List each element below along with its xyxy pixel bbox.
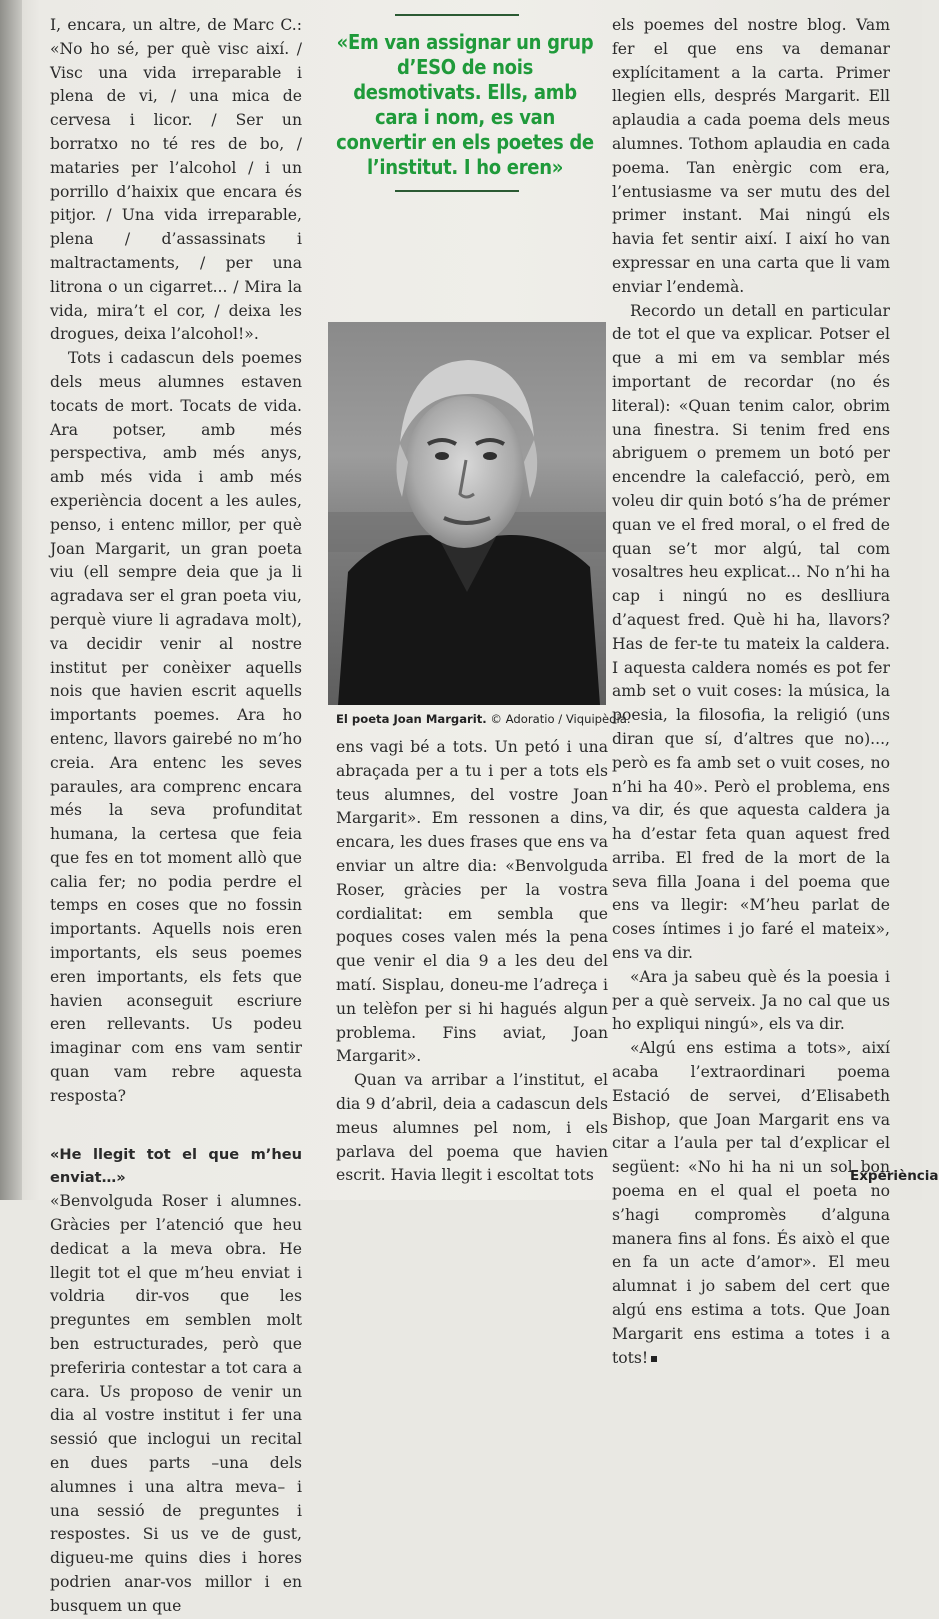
paragraph: ens vagi bé a tots. Un petó i una abraçada per a tu i per a tots els teus alumnes, del vostre Joan Margarit». Em ressonen a dins, encara, les dues frases que ens va enviar un altre dia: «Benvolguda Roser, gràcies per la vostra cordialitat: em sembla que poques coses valen més la pena que venir el dia 9 a les deu del matí. Sisplau, doneu-me l’adreça i un telèfon per si hi hagués algun problema. Fins aviat, Joan Margarit». xyxy=(336,738,608,1066)
quote-bottom-rule xyxy=(395,190,519,192)
paragraph: els poemes del nostre blog. Vam fer el que ens va demanar explícitament a la carta. Primer llegien ells, després Margarit. Ell aplaudia a cada poema dels meus alumnes. Tothom aplaudia en cada poema. Tan enèrgic com era, l’entusiasme va ser mutu des del primer instant. Mai ningú els havia fet sentir així. I així ho van expressar en una carta que li vam enviar l’endemà. xyxy=(612,16,890,296)
end-mark-icon xyxy=(651,1356,657,1362)
paragraph xyxy=(612,1037,890,1370)
paragraph: I, encara, un altre, de Marc C.: «No ho sé, per què visc així. / Visc una vida irreparable i plena de vi, / una mica de cervesa i licor. / Ser un borratxo no té res de bo, / mataries per l’alcohol / i un porrillo d’haixix que encara és pitjor. / Una vida irreparable, plena / d’assassinats i maltractaments, / per una litrona o un cigarret... / Mira la vida, mira’t el cor, / deixa les drogues, deixa l’alcohol!». xyxy=(50,16,302,344)
paragraph: Tots i cadascun dels poemes dels meus alumnes estaven tocats de mort. Tocats de vida. Ara potser, amb més perspectiva, amb més anys, amb més vida i amb més experiència docent a les aules, penso, i entenc millor, per què Joan Margarit, un gran poeta viu (ell sempre deia que ja li agradava ser el gran poeta viu, perquè viure li agradava molt), va decidir venir al nostre institut per conèixer aquells nois que havien escrit aquells importants poemes. Ara ho entenc, llavors gairebé no m’ho creia. Ara entenc les seves paraules, ara comprenc encara més la seva profunditat humana, la certesa que feia que fes en tot moment allò que calia fer; no podia perdre el temps en coses que no fossin importants. Aquells nois eren importants, els seus poemes eren importants, els fets que havien aconseguit escriure eren rellevants. Us podeu imaginar com ens vam sentir quan vam rebre aquesta resposta? xyxy=(50,349,302,1105)
portrait-photo xyxy=(328,322,606,705)
text-column-2 xyxy=(336,736,608,1188)
quote-top-rule xyxy=(395,14,519,16)
pull-quote: «Em van assignar un grup d’ESO de nois desmotivats. Ells, amb cara i nom, es van convertir en els poetes de l’institut. I ho eren» xyxy=(336,30,594,179)
paragraph-text: «Algú ens estima a tots», així acaba l’extraordinari poema Estació de servei, d’Elisabeth Bishop, que Joan Margarit ens va citar a l’aula per tal d’explicar el següent: «No hi ha ni un sol bon poema en el qual el poeta no s’hagi compromès d’alguna manera fins al fons. És això el que en fa un acte d’amor». El meu alumnat i jo sabem del cert que algú ens estima a tots. Que Joan Margarit ens estima a totes i a tots! xyxy=(612,1039,890,1367)
section-footer-label: Experiència xyxy=(850,1168,939,1184)
paragraph: «Ara ja sabeu què és la poesia i per a què serveix. Ja no cal que us ho expliqui ningú», els va dir. xyxy=(612,967,890,1034)
paragraph: Quan va arribar a l’institut, el dia 9 d’abril, deia a cadascun dels meus alumnes pel nom, i els parlava del poema que havien escrit. Havia llegit i escoltat tots xyxy=(336,1071,608,1185)
caption-name: El poeta Joan Margarit. xyxy=(336,712,487,726)
text-column-3 xyxy=(612,14,890,1370)
paragraph: Recordo un detall en particular de tot el que va explicar. Potser el que a mi em va semblar més important de recordar (no és literal): «Quan tenim calor, obrim una finestra. Si tenim fred ens abriguem o premem un botó per encendre la calefacció, però, em voleu dir quin botó s’ha de prémer quan ve el fred moral, o el fred de quan se’t mor algú, tal com vosaltres heu explicat... No n’hi ha cap i ningú no es deslliura d’aquest fred. Què hi ha, llavors? Has de fer-te tu mateix la caldera. I aquesta caldera només es pot fer amb set o vuit coses: la música, la poesia, la filosofia, la religió (uns diran que sí, d’altres que no)..., però es fa amb set o vuit coses, no n’hi ha 40». Però el problema, ens va dir, és que aquesta caldera ja ha d’estar feta quan aquest fred arriba. El fred de la mort de la seva filla Joana i del poema que ens va llegir: «M’heu parlat de coses íntimes i jo faré el mateix», ens va dir. xyxy=(612,301,890,963)
caption-credit: © Adoratio / Viquipèdia. xyxy=(486,712,631,726)
portrait-illustration xyxy=(328,322,606,705)
paragraph: «Benvolguda Roser i alumnes. Gràcies per l’atenció que heu dedicat a la meva obra. He llegit tot el que m’heu enviat i voldria dir-vos que les preguntes em semblen molt ben estructurades, però que preferiria contestar a tot cara a cara. Us proposo de venir un dia al vostre institut i fer una sessió que inclogui un recital en dues parts –una dels alumnes i una altra meva– i una sessió de preguntes i respostes. Si us ve de gust, digueu-me quins dies i hores podrien anar-vos millor i en busquem un que xyxy=(50,1192,302,1615)
page-spine-shadow xyxy=(0,0,22,1200)
photo-caption xyxy=(336,712,636,726)
section-subheading: «He llegit tot el que m’heu enviat…» xyxy=(50,1145,302,1187)
text-column-1 xyxy=(50,14,302,1619)
